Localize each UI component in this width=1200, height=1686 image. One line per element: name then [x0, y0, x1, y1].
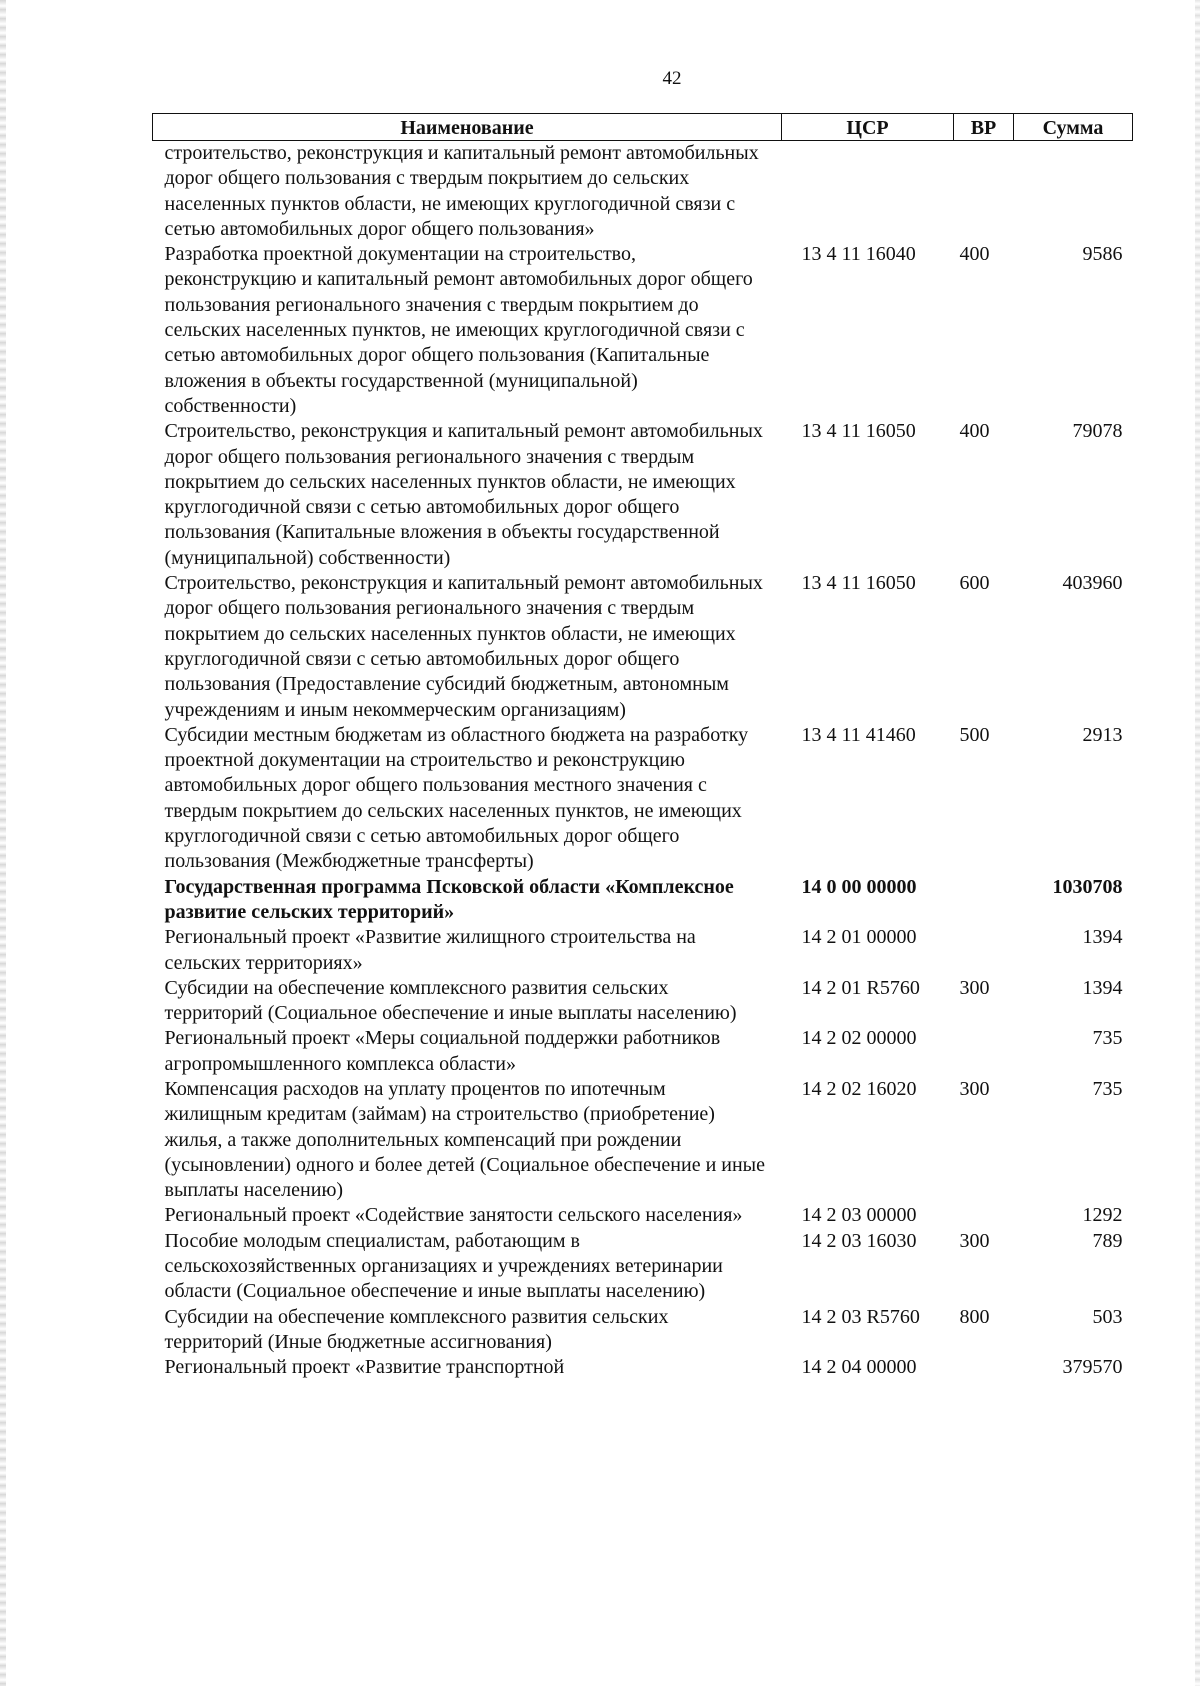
row-name-cell: Региональный проект «Содействие занятости сельского населения» [164, 1204, 743, 1227]
page-number: 42 [662, 68, 682, 89]
row-csr-cell: 14 2 01 00000 [801, 926, 917, 949]
row-vr-cell [954, 1203, 1014, 1228]
row-sum-cell: 403960 [1062, 572, 1123, 595]
row-vr-cell: 500 [959, 723, 990, 746]
row-sum-cell: 9586 [1082, 243, 1123, 266]
table-row [153, 723, 1133, 875]
row-vr-cell: 300 [959, 1229, 990, 1252]
row-vr-cell: 400 [959, 243, 990, 266]
row-name-cell: строительство, реконструкция и капитальный ремонт автомобильных дорог общего пользования с твердым покрытием до сельских населенных пунктов области, не имеющих круглогодичной связи с сетью автомобильных дорог общего пользования» [164, 142, 759, 240]
row-csr-cell: 14 2 02 16020 [801, 1077, 917, 1100]
header-name: Наименование [153, 114, 782, 141]
table-row [153, 1203, 1133, 1228]
scan-edge-left [0, 0, 6, 1686]
table-row [153, 925, 1133, 976]
row-vr-cell: 300 [959, 976, 990, 999]
row-csr-cell: 13 4 11 16040 [801, 243, 916, 266]
row-name-cell: Региональный проект «Развитие жилищного строительства на сельских территориях» [164, 926, 696, 974]
row-sum-cell: 2913 [1082, 723, 1123, 746]
row-name-cell: Компенсация расходов на уплату процентов по ипотечным жилищным кредитам (займам) на строительство (приобретение) жилья, а также дополнительных компенсаций при рождении (усыновлении) одного и более детей (Социальное обеспечение и иные выплаты населению) [164, 1077, 765, 1202]
table-body [153, 141, 1133, 1381]
row-name-cell: Строительство, реконструкция и капитальный ремонт автомобильных дорог общего пользования регионального значения с твердым покрытием до сельских населенных пунктов области, не имеющих круглогодичной связи с сетью автомобильных дорог общего пользования (Капитальные вложения в объекты государственной (муниципальной) собственности) [164, 420, 763, 569]
row-csr-cell: 14 0 00 00000 [801, 875, 917, 898]
row-csr-cell: 14 2 03 16030 [801, 1229, 917, 1252]
row-csr-cell: 13 4 11 41460 [801, 723, 916, 746]
row-vr-cell [954, 875, 1014, 926]
row-vr-cell: 600 [959, 572, 990, 595]
row-csr-cell: 14 2 02 00000 [801, 1027, 917, 1050]
row-sum-cell: 735 [1092, 1027, 1123, 1050]
row-csr-cell [782, 141, 954, 243]
row-name-cell: Пособие молодым специалистам, работающим в сельскохозяйственных организациях и учреждениях ветеринарии области (Социальное обеспечение и иные выплаты населению) [164, 1229, 723, 1303]
row-name-cell: Региональный проект «Развитие транспортной [164, 1356, 565, 1379]
header-sum: Сумма [1014, 114, 1133, 141]
row-csr-cell: 13 4 11 16050 [801, 572, 916, 595]
table-row [153, 1305, 1133, 1356]
table-row [153, 976, 1133, 1027]
row-name-cell: Государственная программа Псковской области «Комплексное развитие сельских территорий» [164, 875, 734, 923]
header-vr: ВР [954, 114, 1014, 141]
row-name-cell: Субсидии на обеспечение комплексного развития сельских территорий (Социальное обеспечение и иные выплаты населению) [164, 976, 737, 1025]
row-csr-cell: 14 2 03 R5760 [801, 1305, 920, 1328]
row-csr-cell: 14 2 04 00000 [801, 1356, 917, 1379]
row-sum-cell: 1394 [1082, 976, 1123, 999]
table-row [153, 571, 1133, 723]
table-row [153, 419, 1133, 571]
table-row [153, 242, 1133, 419]
row-vr-cell [954, 1355, 1014, 1380]
budget-table [152, 113, 1133, 1381]
row-csr-cell: 14 2 03 00000 [801, 1204, 917, 1227]
table-row [153, 1229, 1133, 1305]
row-vr-cell: 800 [959, 1305, 990, 1328]
row-name-cell: Субсидии местным бюджетам из областного бюджета на разработку проектной документации на строительство и реконструкцию автомобильных дорог общего пользования местного значения с твердым покрытием до сельских населенных пунктов, не имеющих круглогодичной связи с сетью автомобильных дорог общего пользования (Межбюджетные трансферты) [164, 723, 749, 873]
row-sum-cell: 735 [1092, 1077, 1123, 1100]
table-header-row [153, 114, 1133, 141]
row-name-cell: Региональный проект «Меры социальной поддержки работников агропромышленного комплекса области» [164, 1027, 721, 1075]
row-name-cell: Разработка проектной документации на строительство, реконструкцию и капитальный ремонт автомобильных дорог общего пользования регионального значения с твердым покрытием до сельских населенных пунктов, не имеющих круглогодичной связи с сетью автомобильных дорог общего пользования (Капитальные вложения в объекты государственной (муниципальной) собственности) [164, 243, 753, 417]
row-sum-cell [1014, 141, 1133, 243]
row-vr-cell [954, 925, 1014, 976]
table-row [153, 1077, 1133, 1203]
row-name-cell: Строительство, реконструкция и капитальный ремонт автомобильных дорог общего пользования регионального значения с твердым покрытием до сельских населенных пунктов области, не имеющих круглогодичной связи с сетью автомобильных дорог общего пользования (Предоставление субсидий бюджетным, автономным учреждениям и иным некоммерческим организациям) [164, 572, 763, 721]
scan-edge-right [1195, 0, 1200, 1686]
table-row [153, 1026, 1133, 1077]
row-sum-cell: 503 [1092, 1305, 1123, 1328]
row-vr-cell [954, 1026, 1014, 1077]
row-sum-cell: 1292 [1082, 1204, 1123, 1227]
row-sum-cell: 79078 [1072, 420, 1123, 443]
table-row [153, 875, 1133, 926]
row-name-cell: Субсидии на обеспечение комплексного развития сельских территорий (Иные бюджетные ассигнования) [164, 1305, 669, 1353]
table-row [153, 1355, 1133, 1380]
table-row [153, 141, 1133, 243]
header-csr: ЦСР [782, 114, 954, 141]
row-vr-cell: 300 [959, 1077, 990, 1100]
row-vr-cell [954, 141, 1014, 243]
row-csr-cell: 14 2 01 R5760 [801, 976, 920, 999]
row-sum-cell: 1394 [1082, 926, 1123, 949]
row-sum-cell: 1030708 [1052, 875, 1123, 898]
row-vr-cell: 400 [959, 420, 990, 443]
row-sum-cell: 789 [1092, 1229, 1123, 1252]
row-csr-cell: 13 4 11 16050 [801, 420, 916, 443]
row-sum-cell: 379570 [1062, 1356, 1123, 1379]
